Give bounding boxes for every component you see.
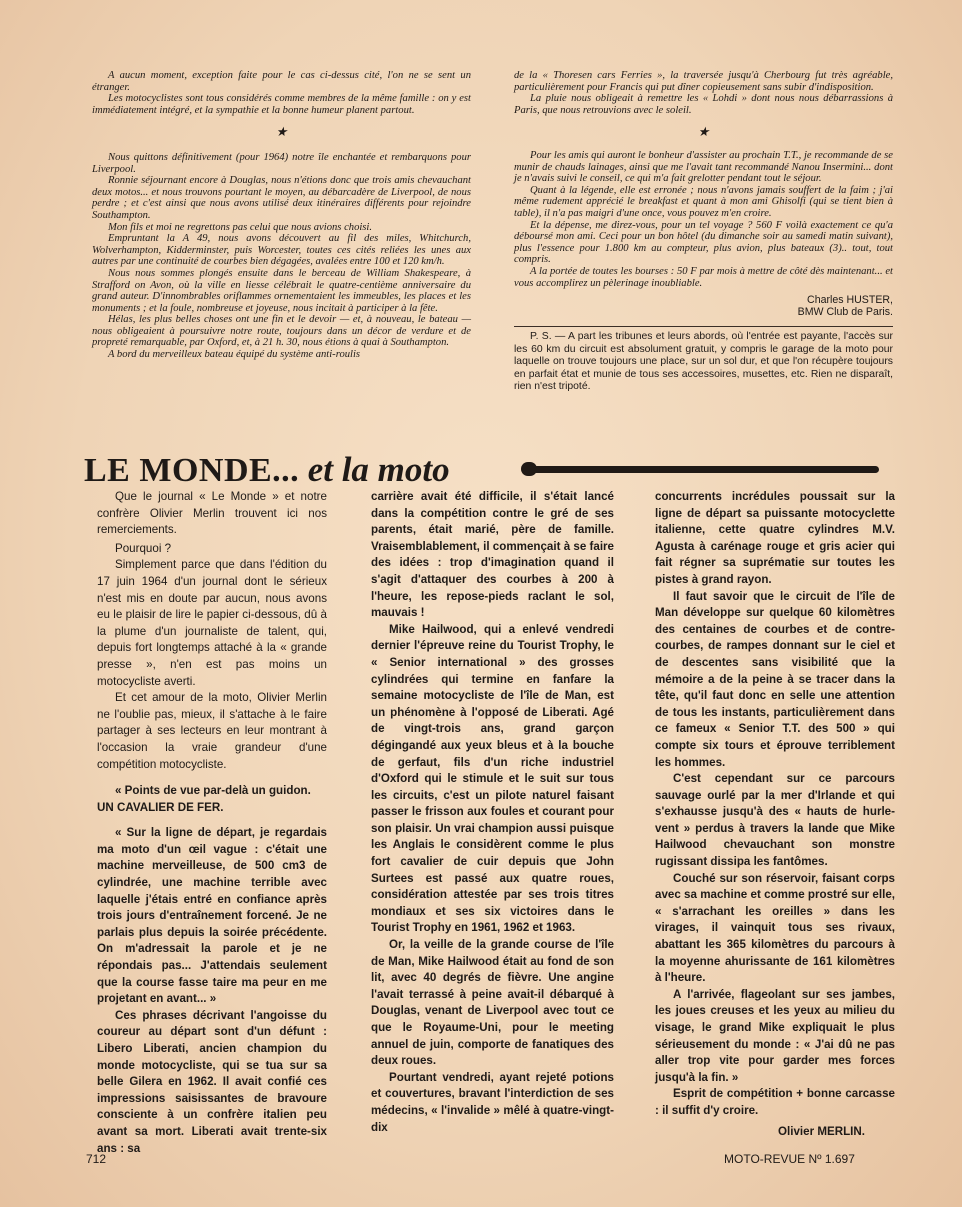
ps-divider [514, 326, 893, 393]
article-column-2 [371, 489, 614, 1136]
paragraph: Couché sur son réservoir, faisant corps avec sa machine et comme prostré sur elle, « s'arrachant les oreilles » dans les virages, il vainquit tous ses rivaux, abattant les 365 kilomètres du parcours à la moyenne ahurissante de 161 kilomètres à l'heure. [655, 871, 895, 985]
article-column-3 [655, 489, 895, 1140]
subheading: « Points de vue par-delà un guidon. UN CAVALIER DE FER. [97, 784, 311, 814]
paragraph: Et cet amour de la moto, Olivier Merlin ne l'oublie pas, mieux, il s'attache à le faire partager à ses lecteurs en leur montrant à l'occasion la vraie grandeur d'une compétition motocycliste. [97, 691, 327, 771]
paragraph: de la « Thoresen cars Ferries », la traversée jusqu'à Cherbourg fut très agréable, particulièrement pour Francis qui put dîner copieusement sans subir d'indisposition. [514, 70, 893, 93]
top-right-column [514, 70, 893, 393]
paragraph: « Sur la ligne de départ, je regardais ma moto d'un œil vague : c'était une machine merveilleuse, de 500 cm3 de cylindrée, une machine terrible avec laquelle j'étais entré en confiance après trois jours d'entraînement forcené. Je ne parlais plus depuis la soirée précédente. On m'adressait la parole et je ne répondais pas... J'attendais seulement que la course fasse taire ma peur en me projetant en avant... » [97, 826, 327, 1006]
paragraph: Esprit de compétition + bonne carcasse : il suffit d'y croire. [655, 1087, 895, 1117]
paragraph: C'est cependant sur ce parcours sauvage ourlé par la mer d'Irlande et qui s'exhausse jusqu'à des « hauts de hurle-vent » perdus à travers la lande que Mike Hailwood chevauchant son monstre rugissant dissipa les fantômes. [655, 772, 895, 869]
paragraph: Nous nous sommes plongés ensuite dans le berceau de William Shakespeare, à Strafford on Avon, où la ville en liesse célébrait le quatre-centième anniversaire du grand auteur. D'innombrables oriflammes ornementaient les immeubles, les places et les monuments ; et la foule, nombreuse et joyeuse, nous incitait à participer à la fête. [92, 267, 471, 314]
paragraph: Simplement parce que dans l'édition du 17 juin 1964 d'un journal dont le sérieux n'est mis en doute par aucun, nous avons eu le plaisir de lire le papier ci-dessous, dû à la plume d'un journaliste de talent, qui, depuis fort longtemps attaché à la « grande presse », n'en est pas moins un motocycliste averti. [97, 558, 327, 688]
headline-rule [527, 466, 879, 473]
paragraph: carrière avait été difficile, il s'était lancé dans la compétition contre le gré de ses parents, était marié, père de famille. Vraisemblablement, il commençait à se faire des idées : trop d'imagination quand il s'agit d'attaquer des courbes à 200 à l'heure, les repose-pieds raclant le sol, mauvais ! [371, 490, 614, 620]
signature-club: BMW Club de Paris. [797, 305, 893, 318]
author-signature: Olivier MERLIN. [778, 1124, 865, 1138]
star-separator: ★ [275, 124, 288, 140]
paragraph: Que le journal « Le Monde » et notre confrère Olivier Merlin trouvent ici nos remerciements. [97, 490, 327, 537]
paragraph: Quant à la légende, elle est erronée ; nous n'avons jamais souffert de la faim ; j'ai même rudement apprécié le breakfast et quant à mon ami Ghisolfi (qui se tient bien à table), il n'a pas maigri d'une once, vous pouvez m'en croire. [514, 184, 893, 219]
paragraph: Empruntant la A 49, nous avons découvert au fil des miles, Whitchurch, Wolverhampton, Kidderminster, puis Worcester, toutes ces cités reliées les unes aux autres par une continuité de courbes bien dégagées, avalées entre 100 et 120 km/h. [92, 233, 471, 268]
star-separator: ★ [697, 124, 710, 140]
paragraph: Ronnie séjournant encore à Douglas, nous n'étions donc que trois amis chevauchant deux motos... et nous trouvons pourtant le moyen, au débarcadère de Liverpool, de nous perdre ; et c'est ainsi que nous avons utilisé deux itinéraires différents pour rejoindre Southampton. [92, 175, 471, 221]
postscript: P. S. — A part les tribunes et leurs abords, où l'entrée est payante, l'accès sur les 60 km du circuit est absolument gratuit, y compris le garage de la moto pour laquelle on trouve toujours une place, sur un sol dur, et que l'on récupère toujours en parfait état et munie de tous ses accessoires, musettes, etc. Rien ne disparaît, rien n'est tripoté. [514, 331, 893, 392]
paragraph: A bord du merveilleux bateau équipé du système anti-roulis [108, 349, 361, 361]
signature-name: Charles HUSTER, [807, 294, 893, 307]
page-number: 712 [86, 1152, 107, 1166]
paragraph: Pourtant vendredi, ayant rejeté potions et couvertures, bravant l'interdiction de ses médecins, « l'invalide » mêlé à quatre-vingt-dix [371, 1070, 614, 1134]
article-column-1 [97, 489, 327, 1157]
paragraph: Il faut savoir que le circuit de l'île de Man développe sur quelque 60 kilomètres des centaines de courbes et de contre-courbes, de rampes donnant sur le ciel et de descentes sans visibilité que la mémoire a de la peine à se tracer dans la tête, qu'il faut donc en selle une attention de tous les instants, particulièrement dans ce fameux « Senior T.T. des 500 » qui compte six tours et éprouve terriblement les hommes. [655, 589, 895, 769]
paragraph: Hélas, les plus belles choses ont une fin et le devoir — et, à nouveau, le bateau — nous obligeaient à poursuivre notre route, toujours dans un décor de verdure et de propreté remarquable, par Oxford, et, à 21 h. 30, nous étions à quai à Southampton. [92, 314, 471, 349]
paragraph: Pour les amis qui auront le bonheur d'assister au prochain T.T., je recommande de se munir de chauds lainages, ainsi que me l'avait tant recommandé Nanou Insermini... dont je n'avais suivi le conseil, ce qui m'a fait grelotter pendant tout le séjour. [514, 149, 893, 185]
paragraph: A la portée de toutes les bourses : 50 F par mois à mettre de côté dès maintenant... et vous accomplirez un pèlerinage inoubliable. [514, 265, 893, 289]
paragraph: Et la dépense, me direz-vous, pour un tel voyage ? 560 F voilà exactement ce qu'a déboursé mon ami. Ceci pour un bon hôtel (du dimanche soir au samedi matin suivant), plus l'essence pour 1.800 km au compteur, plus avion, plus bateaux (3).. tout, tout compris. [514, 219, 893, 266]
paragraph: Mon fils et moi ne regrettons pas celui que nous avions choisi. [108, 221, 373, 233]
paragraph: Or, la veille de la grande course de l'île de Man, Mike Hailwood était au fond de son lit, avec 40 degrés de fièvre. Une angine l'avait terrassé à peine avait-il débarqué à Douglas, venant de Liverpool avec tout ce que le Royaume-Uni, pour le meeting annuel de juin, comporte de fanatiques des deux roues. [371, 938, 614, 1068]
paragraph: Ces phrases décrivant l'angoisse du coureur au départ sont d'un défunt : Libero Liberati, ancien champion du monde motocycliste, qui se tua sur sa belle Gilera en 1962. Il avait confié ces impressions saisissantes de bravoure consciente à un confrère italien peu avant sa mort. Liberati avait trente-six ans : sa [97, 1008, 327, 1155]
paragraph: Nous quittons définitivement (pour 1964) notre île enchantée et rembarquons pour Liverpool. [92, 151, 471, 175]
paragraph: concurrents incrédules poussait sur la ligne de départ sa puissante motocyclette italienne, cette quatre cylindres M.V. Agusta à carénage rouge et gris acier qui fait régner sa suprématie sur toutes les pistes à grand rayon. [655, 490, 895, 586]
paragraph: A l'arrivée, flageolant sur ses jambes, les joues creuses et les yeux au milieu du visage, le grand Mike expliquait le plus sérieusement du monde : « J'ai dû ne pas aller trop vite pour garder mes forces jusqu'à la fin. » [655, 987, 895, 1084]
paragraph: Pourquoi ? [115, 541, 172, 555]
headline-main: LE MONDE... [84, 452, 300, 489]
top-left-column [92, 70, 471, 361]
paragraph: Mike Hailwood, qui a enlevé vendredi dernier l'épreuve reine du Tourist Trophy, le « Senior international » des grosses cylindrées qui termine en fanfare la semaine motocycliste de l'île de Man, est un phénomène à l'opposé de Liberati. Agé de vingt-trois ans, grand garçon dégingandé aux yeux bleus et à la bouche de gerfaut, fils d'un riche industriel d'Oxford qui le stimule et le suit sur tous les circuits, c'est un pilote naturel faisant passer le frisson aux foules et courant pour son plaisir. Un vrai champion aussi puisque les Anglais le considèrent comme le plus fort cavalier de cuir depuis que John Surtees est passé aux quatre roues, considération attestée par ses trois titres mondiaux et ses six victoires dans le Tourist Trophy en 1961, 1962 et 1963. [371, 622, 614, 935]
paragraph: Les motocyclistes sont tous considérés comme membres de la même famille : on y est immédiatement intégré, et la sympathie et la bonne humeur planent partout. [92, 93, 471, 116]
headline-italic: et la moto [307, 450, 450, 489]
headline [84, 450, 450, 490]
paragraph: A aucun moment, exception faite pour le cas ci-dessus cité, l'on ne se sent un étranger. [92, 70, 471, 93]
magazine-issue: MOTO-REVUE Nº 1.697 [724, 1152, 855, 1166]
paragraph: La pluie nous obligeait à remettre les « Lohdi » dont nous nous débarrassions à Paris, que nous retrouvions avec le soleil. [514, 93, 893, 116]
